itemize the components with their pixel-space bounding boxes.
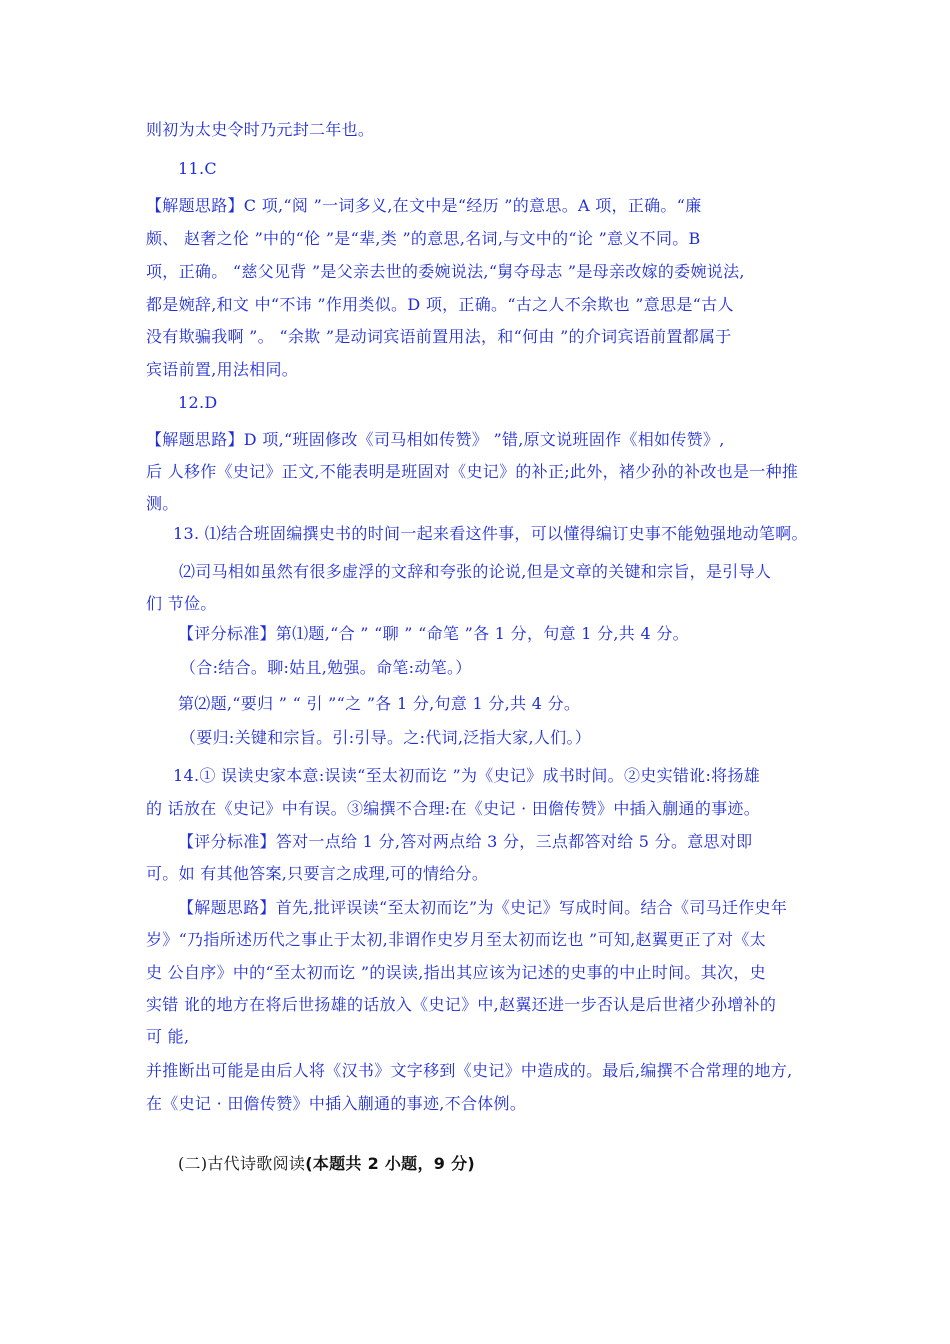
text-line: 第⑵题,“要归 ” “ 引 ”“之 ”各 1 分,句意 1 分,共 4 分。 (178, 694, 581, 713)
text-line: 测。 (146, 494, 179, 513)
text-line: 们 节俭。 (146, 594, 217, 613)
text-line: 【评分标准】第⑴题,“合 ” “聊 ” “命笔 ”各 1 分，句意 1 分,共 4 分。 (178, 624, 689, 643)
text-line: 可。如 有其他答案,只要言之成理,可的情给分。 (146, 864, 489, 883)
text-line: （要归:关键和宗旨。引:引导。之:代词,泛指大家,人们。） (180, 728, 592, 747)
text-line: ⑵司马相如虽然有很多虚浮的文辞和夸张的论说,但是文章的关键和宗旨，是引导人 (179, 562, 772, 581)
text-line: 则初为太史令时乃元封二年也。 (146, 120, 375, 139)
answer-number: 11.C (178, 159, 217, 178)
text-line: 颇、 赵奢之伦 ”中的“伦 ”是“辈,类 ”的意思,名词,与文中的“论 ”意义不同。B (146, 229, 701, 248)
text-line: 【评分标准】答对一点给 1 分,答对两点给 3 分，三点都答对给 5 分。意思对即 (178, 832, 753, 851)
text-line: 项，正确。 “慈父见背 ”是父亲去世的委婉说法,“舅夺母志 ”是母亲改嫁的委婉说法, (146, 262, 745, 281)
answer-number: 12.D (178, 393, 218, 412)
text-line: 【解题思路】C 项,“阅 ”一词多义,在文中是“经历 ”的意思。A 项，正确。“廉 (146, 196, 702, 215)
text-line: 实错 讹的地方在将后世扬雄的话放入《史记》中,赵翼还进一步否认是后世褚少孙增补的 (146, 995, 777, 1014)
text-line: 在《史记 · 田儋传赞》中插入蒯通的事迹,不合体例。 (146, 1094, 527, 1113)
text-line: （合:结合。聊:姑且,勉强。命笔:动笔。） (180, 658, 472, 677)
text-line: 【解题思路】D 项,“班固修改《司马相如传赞》 ”错,原文说班固作《相如传赞》, (146, 430, 725, 449)
section-heading-prefix: (二)古代诗歌阅读 (178, 1154, 306, 1173)
text-line: 并推断出可能是由后人将《汉书》文字移到《史记》中造成的。最后,编撰不合常理的地方, (146, 1061, 793, 1080)
text-line: 宾语前置,用法相同。 (146, 360, 299, 379)
text-line: 都是婉辞,和文 中“不讳 ”作用类似。D 项，正确。“古之人不余欺也 ”意思是“古人 (146, 295, 734, 314)
text-line: 没有欺骗我啊 ”。 “余欺 ”是动词宾语前置用法，和“何由 ”的介词宾语前置都属于 (146, 327, 732, 346)
section-heading-bold: (本题共 2 小题，9 分) (305, 1154, 475, 1173)
text-line: 史 公自序》中的“至太初而讫 ”的误读,指出其应该为记述的史事的中止时间。其次，史 (146, 963, 766, 982)
text-line: 的 话放在《史记》中有误。③编撰不合理:在《史记 · 田儋传赞》中插入蒯通的事迹。 (146, 799, 761, 818)
text-line: 岁》“乃指所述历代之事止于太初,非谓作史岁月至太初而讫也 ”可知,赵翼更正了对《太 (146, 930, 766, 949)
section-heading (178, 1154, 475, 1174)
text-line: 14.① 误读史家本意:误读“至太初而讫 ”为《史记》成书时间。②史实错讹:将扬雄 (173, 766, 761, 785)
text-line: 后 人移作《史记》正文,不能表明是班固对《史记》的补正;此外，褚少孙的补改也是一种推 (146, 462, 799, 481)
text-line: 【解题思路】首先,批评误读“至太初而讫”为《史记》写成时间。结合《司马迁作史年 (178, 898, 788, 917)
text-line: 13. ⑴结合班固编撰史书的时间一起来看这件事，可以懂得编订史事不能勉强地动笔啊。 (173, 524, 808, 543)
text-line: 可 能, (146, 1027, 190, 1046)
